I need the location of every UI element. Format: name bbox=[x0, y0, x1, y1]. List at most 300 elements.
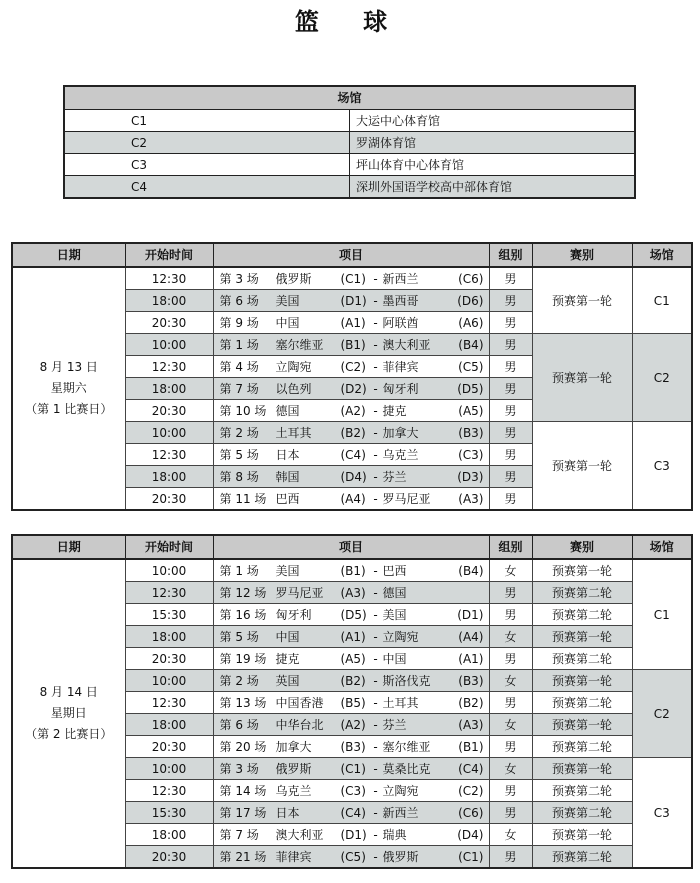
team-a: 澳大利亚 bbox=[275, 827, 324, 842]
team-b: 乌克兰 bbox=[382, 447, 419, 462]
header-venue: 场馆 bbox=[632, 535, 692, 559]
match-number: 第 6 场 bbox=[219, 293, 259, 308]
team-b: 美国 bbox=[382, 607, 407, 622]
round-cell: 预赛第一轮 bbox=[532, 758, 632, 780]
start-time: 20:30 bbox=[125, 488, 213, 511]
schedule-table-day2 bbox=[11, 534, 693, 869]
match-cell bbox=[213, 736, 489, 758]
team-a-group: (A2) bbox=[340, 717, 366, 732]
match-line bbox=[220, 449, 484, 461]
vs-dash: - bbox=[373, 783, 378, 798]
team-b-group: (B1) bbox=[458, 739, 484, 754]
header-event: 项目 bbox=[213, 243, 489, 267]
team-a: 美国 bbox=[275, 293, 300, 308]
start-time: 10:00 bbox=[125, 559, 213, 582]
team-b: 澳大利亚 bbox=[382, 337, 431, 352]
schedule-table-day1 bbox=[11, 242, 693, 511]
group-gender: 男 bbox=[489, 604, 532, 626]
venue-name: 深圳外国语学校高中部体育馆 bbox=[350, 176, 636, 199]
team-b: 俄罗斯 bbox=[382, 849, 419, 864]
group-gender: 男 bbox=[489, 290, 532, 312]
vs-dash: - bbox=[373, 717, 378, 732]
match-number: 第 5 场 bbox=[219, 629, 259, 644]
start-time: 20:30 bbox=[125, 648, 213, 670]
team-a: 罗马尼亚 bbox=[275, 585, 324, 600]
start-time: 18:00 bbox=[125, 290, 213, 312]
team-b-group: (A3) bbox=[458, 491, 484, 506]
team-b: 捷克 bbox=[382, 403, 407, 418]
team-a: 英国 bbox=[275, 673, 300, 688]
match-line bbox=[220, 631, 484, 643]
round-cell: 预赛第二轮 bbox=[532, 692, 632, 714]
team-b-group: (B2) bbox=[458, 695, 484, 710]
match-line bbox=[220, 675, 484, 687]
vs-dash: - bbox=[373, 563, 378, 578]
team-a-group: (B5) bbox=[340, 695, 366, 710]
round-cell: 预赛第二轮 bbox=[532, 736, 632, 758]
match-cell bbox=[213, 780, 489, 802]
match-cell bbox=[213, 267, 489, 290]
match-cell bbox=[213, 846, 489, 869]
group-gender: 男 bbox=[489, 444, 532, 466]
team-b-group: (A5) bbox=[458, 403, 484, 418]
team-a-group: (C1) bbox=[340, 761, 366, 776]
team-a-group: (C4) bbox=[340, 447, 366, 462]
venue-cell: C3 bbox=[632, 422, 692, 511]
team-b-group: (A1) bbox=[458, 651, 484, 666]
start-time: 18:00 bbox=[125, 466, 213, 488]
venue-table-header: 场馆 bbox=[64, 86, 635, 110]
group-gender: 男 bbox=[489, 312, 532, 334]
match-line bbox=[220, 565, 484, 577]
team-b: 立陶宛 bbox=[382, 629, 419, 644]
team-a-group: (A1) bbox=[340, 629, 366, 644]
match-line bbox=[220, 697, 484, 709]
match-cell bbox=[213, 582, 489, 604]
vs-dash: - bbox=[373, 271, 378, 286]
venue-code: C1 bbox=[64, 110, 350, 132]
team-b: 德国 bbox=[382, 585, 407, 600]
date-line: 8 月 13 日 bbox=[39, 360, 98, 374]
team-b-group: (B4) bbox=[458, 337, 484, 352]
header-time: 开始时间 bbox=[125, 535, 213, 559]
round-cell: 预赛第二轮 bbox=[532, 780, 632, 802]
match-cell bbox=[213, 692, 489, 714]
table-row bbox=[12, 267, 692, 290]
match-cell bbox=[213, 290, 489, 312]
match-number: 第 21 场 bbox=[219, 849, 267, 864]
vs-dash: - bbox=[373, 849, 378, 864]
match-line bbox=[220, 719, 484, 731]
group-gender: 男 bbox=[489, 356, 532, 378]
team-b-group: (C5) bbox=[458, 359, 484, 374]
team-b-group: (D4) bbox=[457, 827, 484, 842]
group-gender: 女 bbox=[489, 559, 532, 582]
team-b-group: (D5) bbox=[457, 381, 484, 396]
match-line bbox=[220, 807, 484, 819]
team-b-group: (C6) bbox=[458, 271, 484, 286]
team-a-group: (D1) bbox=[340, 827, 367, 842]
group-gender: 男 bbox=[489, 846, 532, 869]
vs-dash: - bbox=[373, 629, 378, 644]
group-gender: 男 bbox=[489, 802, 532, 824]
match-cell bbox=[213, 488, 489, 511]
match-cell bbox=[213, 559, 489, 582]
header-event: 项目 bbox=[213, 535, 489, 559]
match-number: 第 16 场 bbox=[219, 607, 267, 622]
team-b: 菲律宾 bbox=[382, 359, 419, 374]
team-a: 加拿大 bbox=[275, 739, 312, 754]
match-cell bbox=[213, 356, 489, 378]
match-number: 第 17 场 bbox=[219, 805, 267, 820]
team-b-group: (A4) bbox=[458, 629, 484, 644]
team-b: 立陶宛 bbox=[382, 783, 419, 798]
start-time: 18:00 bbox=[125, 378, 213, 400]
match-cell bbox=[213, 334, 489, 356]
team-b-group: (A3) bbox=[458, 717, 484, 732]
vs-dash: - bbox=[373, 739, 378, 754]
team-a: 中华台北 bbox=[275, 717, 324, 732]
match-line bbox=[220, 317, 484, 329]
vs-dash: - bbox=[373, 673, 378, 688]
round-cell: 预赛第一轮 bbox=[532, 714, 632, 736]
start-time: 15:30 bbox=[125, 604, 213, 626]
group-gender: 男 bbox=[489, 422, 532, 444]
group-gender: 男 bbox=[489, 780, 532, 802]
group-gender: 女 bbox=[489, 670, 532, 692]
team-a: 中国 bbox=[275, 629, 300, 644]
venue-name: 罗湖体育馆 bbox=[350, 132, 636, 154]
team-b-group bbox=[454, 587, 484, 599]
team-a-group: (B1) bbox=[340, 563, 366, 578]
group-gender: 女 bbox=[489, 758, 532, 780]
vs-dash: - bbox=[373, 403, 378, 418]
round-cell: 预赛第一轮 bbox=[532, 824, 632, 846]
vs-dash: - bbox=[373, 337, 378, 352]
team-b: 新西兰 bbox=[382, 805, 419, 820]
weekday: 星期日 bbox=[50, 706, 87, 720]
team-a: 立陶宛 bbox=[275, 359, 312, 374]
team-b-group: (B4) bbox=[458, 563, 484, 578]
team-a: 以色列 bbox=[275, 381, 312, 396]
match-number: 第 5 场 bbox=[219, 447, 259, 462]
venue-code: C4 bbox=[64, 176, 350, 199]
date-cell bbox=[12, 267, 125, 510]
team-a: 韩国 bbox=[275, 469, 300, 484]
venue-row bbox=[64, 132, 635, 154]
match-cell bbox=[213, 400, 489, 422]
team-a-group: (D5) bbox=[340, 607, 367, 622]
weekday: 星期六 bbox=[50, 381, 87, 395]
match-line bbox=[220, 785, 484, 797]
group-gender: 男 bbox=[489, 488, 532, 511]
team-b-group: (B3) bbox=[458, 425, 484, 440]
start-time: 12:30 bbox=[125, 267, 213, 290]
venue-code: C2 bbox=[64, 132, 350, 154]
team-b: 加拿大 bbox=[382, 425, 419, 440]
match-line bbox=[220, 493, 484, 505]
start-time: 20:30 bbox=[125, 312, 213, 334]
start-time: 20:30 bbox=[125, 846, 213, 869]
venue-row bbox=[64, 154, 635, 176]
round-cell: 预赛第二轮 bbox=[532, 582, 632, 604]
header-time: 开始时间 bbox=[125, 243, 213, 267]
group-gender: 男 bbox=[489, 736, 532, 758]
team-a-group: (C3) bbox=[340, 783, 366, 798]
team-b-group: (C2) bbox=[458, 783, 484, 798]
team-b-group: (C4) bbox=[458, 761, 484, 776]
team-a: 巴西 bbox=[275, 491, 300, 506]
match-line bbox=[220, 587, 484, 599]
table-row bbox=[12, 559, 692, 582]
match-number: 第 7 场 bbox=[219, 827, 259, 842]
match-number: 第 2 场 bbox=[219, 673, 259, 688]
start-time: 18:00 bbox=[125, 626, 213, 648]
team-a: 土耳其 bbox=[275, 425, 312, 440]
group-gender: 男 bbox=[489, 692, 532, 714]
page-title: 篮 球 bbox=[294, 8, 406, 36]
vs-dash: - bbox=[373, 359, 378, 374]
match-cell bbox=[213, 758, 489, 780]
team-a-group: (C4) bbox=[340, 805, 366, 820]
group-gender: 女 bbox=[489, 626, 532, 648]
venue-table bbox=[63, 85, 636, 199]
header-round: 赛别 bbox=[532, 535, 632, 559]
vs-dash: - bbox=[373, 651, 378, 666]
venue-cell: C2 bbox=[632, 670, 692, 758]
team-a-group: (C2) bbox=[340, 359, 366, 374]
team-b: 巴西 bbox=[382, 563, 407, 578]
match-line bbox=[220, 653, 484, 665]
match-cell bbox=[213, 714, 489, 736]
team-b-group: (A6) bbox=[458, 315, 484, 330]
match-number: 第 14 场 bbox=[219, 783, 267, 798]
match-cell bbox=[213, 422, 489, 444]
start-time: 10:00 bbox=[125, 758, 213, 780]
match-number: 第 12 场 bbox=[219, 585, 267, 600]
match-line bbox=[220, 427, 484, 439]
team-b-group: (D1) bbox=[457, 607, 484, 622]
vs-dash: - bbox=[373, 315, 378, 330]
team-a: 俄罗斯 bbox=[275, 271, 312, 286]
team-b: 罗马尼亚 bbox=[382, 491, 431, 506]
team-a: 中国香港 bbox=[275, 695, 324, 710]
start-time: 18:00 bbox=[125, 714, 213, 736]
team-b: 塞尔维亚 bbox=[382, 739, 431, 754]
team-a-group: (B2) bbox=[340, 673, 366, 688]
round-cell: 预赛第二轮 bbox=[532, 648, 632, 670]
group-gender: 男 bbox=[489, 648, 532, 670]
group-gender: 女 bbox=[489, 824, 532, 846]
match-cell bbox=[213, 670, 489, 692]
start-time: 12:30 bbox=[125, 780, 213, 802]
header-group: 组别 bbox=[489, 243, 532, 267]
venue-cell: C1 bbox=[632, 559, 692, 670]
header-venue: 场馆 bbox=[632, 243, 692, 267]
match-number: 第 7 场 bbox=[219, 381, 259, 396]
match-line bbox=[220, 851, 484, 863]
team-b: 墨西哥 bbox=[382, 293, 419, 308]
team-a: 俄罗斯 bbox=[275, 761, 312, 776]
match-number: 第 1 场 bbox=[219, 337, 259, 352]
round-cell: 预赛第二轮 bbox=[532, 604, 632, 626]
venue-cell: C1 bbox=[632, 267, 692, 334]
start-time: 12:30 bbox=[125, 444, 213, 466]
team-b-group: (C6) bbox=[458, 805, 484, 820]
schedule-header-row bbox=[12, 535, 692, 559]
start-time: 12:30 bbox=[125, 582, 213, 604]
match-number: 第 9 场 bbox=[219, 315, 259, 330]
team-a-group: (D1) bbox=[340, 293, 367, 308]
header-group: 组别 bbox=[489, 535, 532, 559]
match-line bbox=[220, 829, 484, 841]
group-gender: 男 bbox=[489, 378, 532, 400]
team-a-group: (A1) bbox=[340, 315, 366, 330]
match-number: 第 13 场 bbox=[219, 695, 267, 710]
match-cell bbox=[213, 824, 489, 846]
round-cell: 预赛第二轮 bbox=[532, 802, 632, 824]
match-number: 第 8 场 bbox=[219, 469, 259, 484]
start-time: 20:30 bbox=[125, 736, 213, 758]
start-time: 12:30 bbox=[125, 692, 213, 714]
team-b: 中国 bbox=[382, 651, 407, 666]
vs-dash: - bbox=[373, 425, 378, 440]
match-line bbox=[220, 339, 484, 351]
vs-dash: - bbox=[373, 381, 378, 396]
round-cell: 预赛第一轮 bbox=[532, 626, 632, 648]
team-a: 乌克兰 bbox=[275, 783, 312, 798]
team-b-group: (B3) bbox=[458, 673, 484, 688]
venue-code: C3 bbox=[64, 154, 350, 176]
start-time: 10:00 bbox=[125, 422, 213, 444]
team-b: 阿联酋 bbox=[382, 315, 419, 330]
team-b: 土耳其 bbox=[382, 695, 419, 710]
match-line bbox=[220, 763, 484, 775]
start-time: 10:00 bbox=[125, 334, 213, 356]
start-time: 10:00 bbox=[125, 670, 213, 692]
match-number: 第 10 场 bbox=[219, 403, 267, 418]
team-a: 捷克 bbox=[275, 651, 300, 666]
match-cell bbox=[213, 648, 489, 670]
date-cell bbox=[12, 559, 125, 868]
vs-dash: - bbox=[373, 491, 378, 506]
round-cell: 预赛第二轮 bbox=[532, 846, 632, 869]
round-cell: 预赛第一轮 bbox=[532, 334, 632, 422]
team-a: 菲律宾 bbox=[275, 849, 312, 864]
team-b-group: (D6) bbox=[457, 293, 484, 308]
team-a-group: (A2) bbox=[340, 403, 366, 418]
vs-dash: - bbox=[373, 447, 378, 462]
start-time: 15:30 bbox=[125, 802, 213, 824]
team-b: 莫桑比克 bbox=[382, 761, 431, 776]
match-line bbox=[220, 405, 484, 417]
team-b: 瑞典 bbox=[382, 827, 407, 842]
group-gender: 男 bbox=[489, 267, 532, 290]
match-line bbox=[220, 273, 484, 285]
vs-dash: - bbox=[373, 607, 378, 622]
header-date: 日期 bbox=[12, 535, 125, 559]
venue-row bbox=[64, 110, 635, 132]
team-b-group: (C1) bbox=[458, 849, 484, 864]
team-b: 斯洛伐克 bbox=[382, 673, 431, 688]
team-a: 美国 bbox=[275, 563, 300, 578]
team-a: 中国 bbox=[275, 315, 300, 330]
team-a: 德国 bbox=[275, 403, 300, 418]
match-cell bbox=[213, 378, 489, 400]
match-number: 第 3 场 bbox=[219, 271, 259, 286]
header-round: 赛别 bbox=[532, 243, 632, 267]
header-date: 日期 bbox=[12, 243, 125, 267]
team-b: 芬兰 bbox=[382, 469, 407, 484]
team-a: 日本 bbox=[275, 805, 300, 820]
team-a-group: (D2) bbox=[340, 381, 367, 396]
match-cell bbox=[213, 626, 489, 648]
team-a: 日本 bbox=[275, 447, 300, 462]
start-time: 18:00 bbox=[125, 824, 213, 846]
team-a-group: (D4) bbox=[340, 469, 367, 484]
vs-dash: - bbox=[373, 293, 378, 308]
vs-dash: - bbox=[373, 469, 378, 484]
team-a: 匈牙利 bbox=[275, 607, 312, 622]
match-line bbox=[220, 471, 484, 483]
match-cell bbox=[213, 802, 489, 824]
match-number: 第 2 场 bbox=[219, 425, 259, 440]
match-number: 第 4 场 bbox=[219, 359, 259, 374]
match-cell bbox=[213, 444, 489, 466]
date-line: 8 月 14 日 bbox=[39, 685, 98, 699]
round-cell: 预赛第一轮 bbox=[532, 267, 632, 334]
team-b: 新西兰 bbox=[382, 271, 419, 286]
schedule-header-row bbox=[12, 243, 692, 267]
match-line bbox=[220, 295, 484, 307]
team-a-group: (C1) bbox=[340, 271, 366, 286]
match-line bbox=[220, 361, 484, 373]
match-cell bbox=[213, 312, 489, 334]
start-time: 12:30 bbox=[125, 356, 213, 378]
team-a-group: (B3) bbox=[340, 739, 366, 754]
venue-name: 大运中心体育馆 bbox=[350, 110, 636, 132]
round-cell: 预赛第一轮 bbox=[532, 422, 632, 511]
match-number: 第 1 场 bbox=[219, 563, 259, 578]
team-b-group: (C3) bbox=[458, 447, 484, 462]
match-line bbox=[220, 609, 484, 621]
match-number: 第 19 场 bbox=[219, 651, 267, 666]
team-a-group: (B2) bbox=[340, 425, 366, 440]
team-b: 芬兰 bbox=[382, 717, 407, 732]
team-a-group: (C5) bbox=[340, 849, 366, 864]
competition-day: （第 2 比赛日） bbox=[25, 727, 113, 741]
round-cell: 预赛第一轮 bbox=[532, 559, 632, 582]
match-line bbox=[220, 741, 484, 753]
team-a-group: (A5) bbox=[340, 651, 366, 666]
vs-dash: - bbox=[373, 585, 378, 600]
vs-dash: - bbox=[373, 695, 378, 710]
match-cell bbox=[213, 466, 489, 488]
match-number: 第 11 场 bbox=[219, 491, 267, 506]
team-a: 塞尔维亚 bbox=[275, 337, 324, 352]
group-gender: 男 bbox=[489, 582, 532, 604]
group-gender: 男 bbox=[489, 466, 532, 488]
team-a-group: (A3) bbox=[340, 585, 366, 600]
team-b-group: (D3) bbox=[457, 469, 484, 484]
match-line bbox=[220, 383, 484, 395]
venue-name: 坪山体育中心体育馆 bbox=[350, 154, 636, 176]
start-time: 20:30 bbox=[125, 400, 213, 422]
match-number: 第 3 场 bbox=[219, 761, 259, 776]
vs-dash: - bbox=[373, 827, 378, 842]
venue-cell: C3 bbox=[632, 758, 692, 869]
group-gender: 女 bbox=[489, 714, 532, 736]
